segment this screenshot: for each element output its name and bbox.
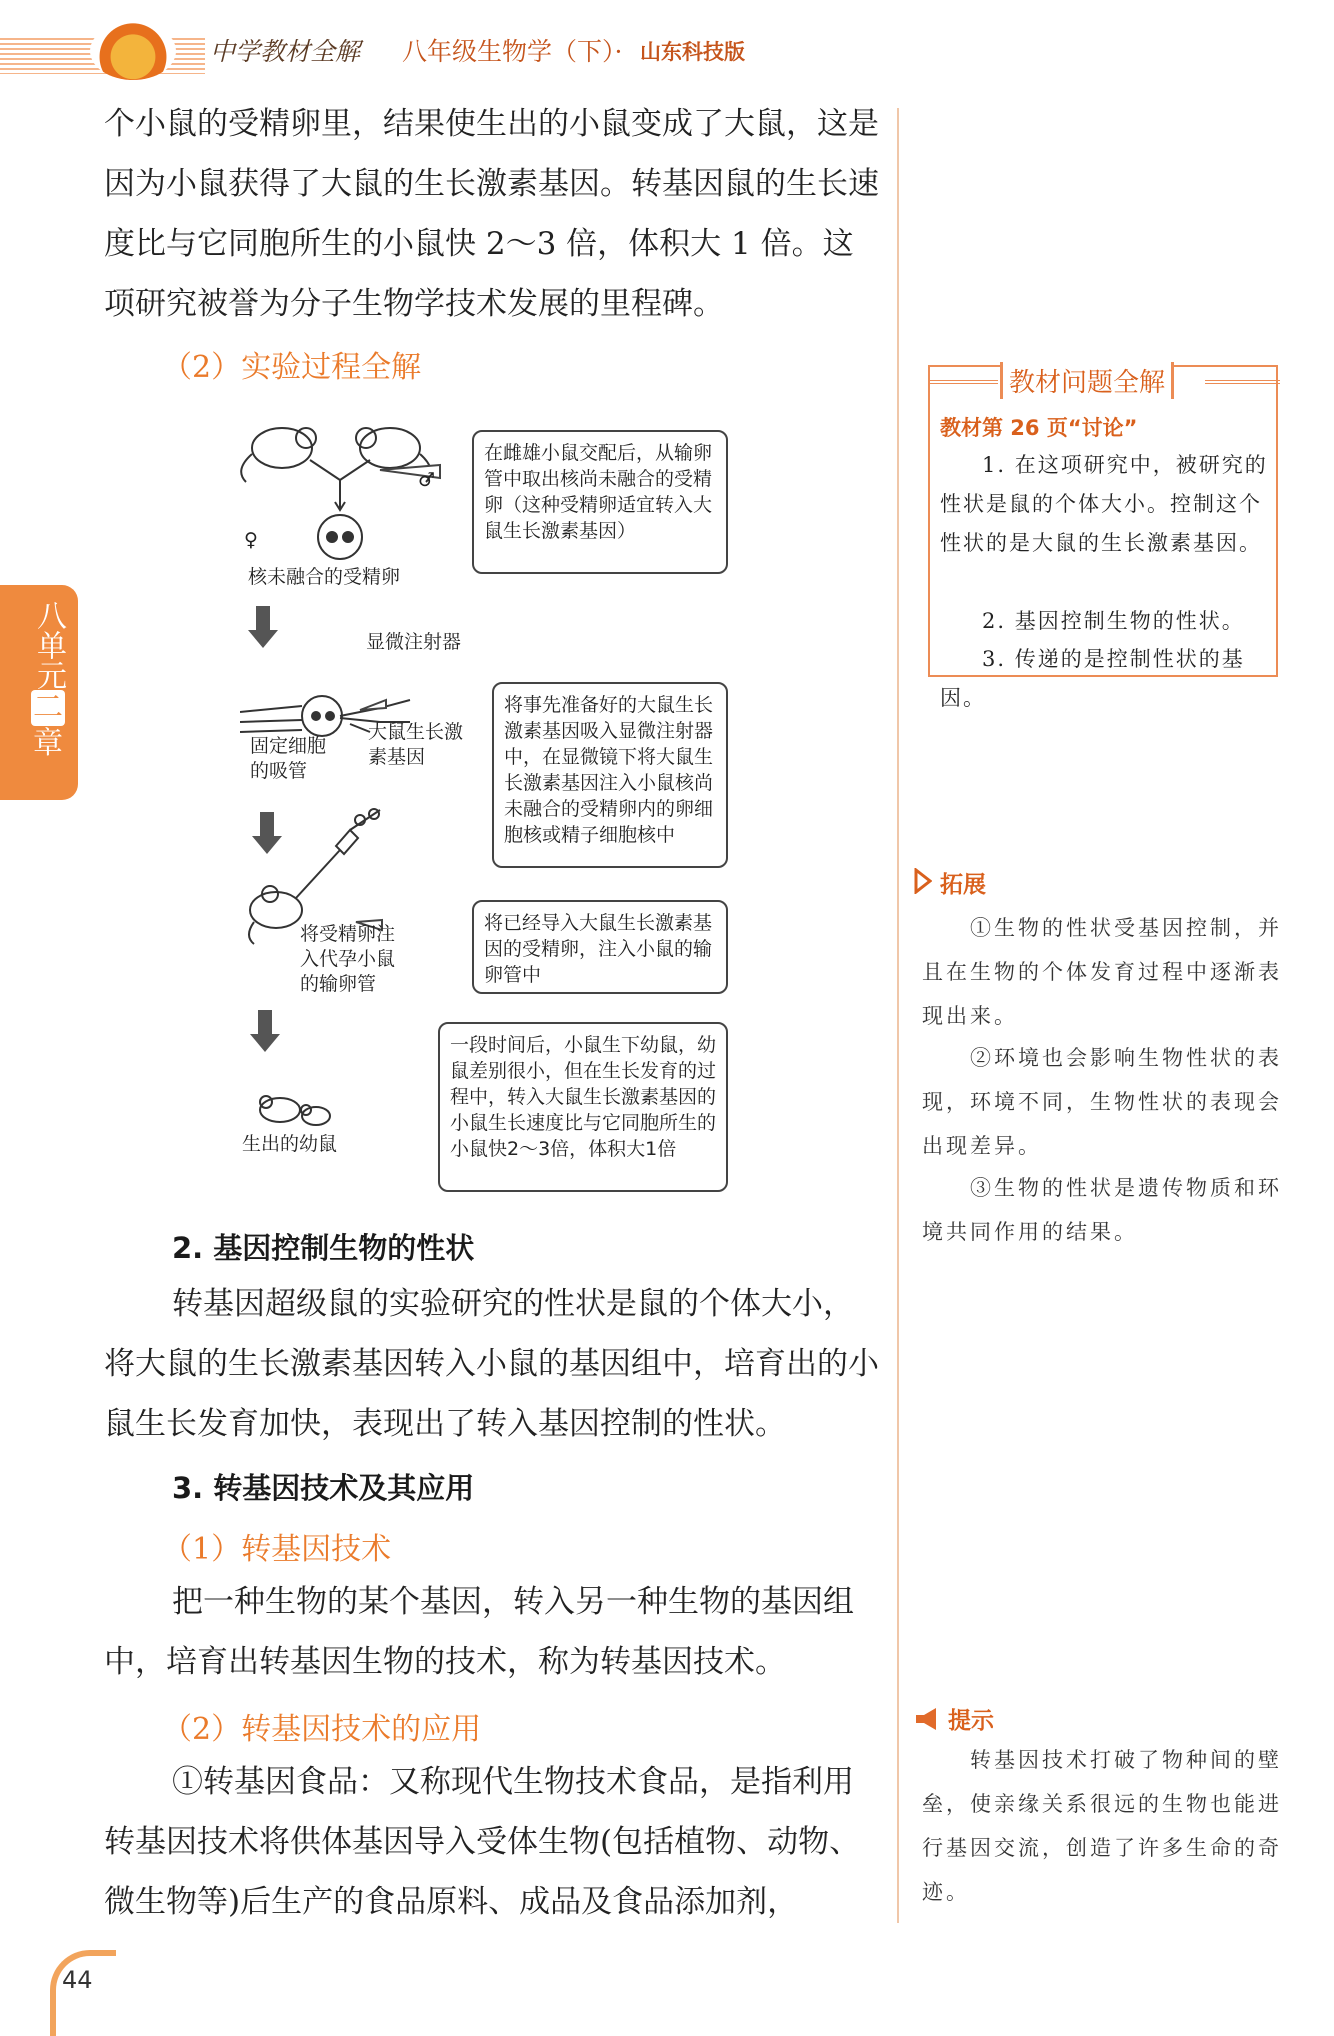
tip-text: 转基因技术打破了物种间的壁垒，使亲缘关系很远的生物也能进行基因交流，创造了许多生命的奇迹。 <box>922 1748 1282 1904</box>
step3-callout: 将已经导入大鼠生长激素基因的受精卵，注入小鼠的输卵管中 <box>472 900 728 994</box>
step4-callout: 一段时间后，小鼠生下幼鼠，幼鼠差别很小，但在生长发育的过程中，转入大鼠生长激素基因的小鼠生长速度比与它同胞所生的小鼠快2～3倍，体积大1倍 <box>438 1022 728 1192</box>
fertilized-egg-icon <box>318 515 362 559</box>
book-title: 中学教材全解 <box>210 37 361 66</box>
inject-label: 将受精卵注入代孕小鼠的输卵管 <box>300 923 396 995</box>
heading-2: 2. 基因控制生物的性状 <box>172 1231 475 1265</box>
book-publisher: 山东科技版 <box>640 39 745 64</box>
microinjector-label: 显微注射器 <box>366 631 462 653</box>
callout-pointers <box>356 465 440 930</box>
qa-subtitle: 教材第 26 页“讨论” <box>940 416 1138 440</box>
paragraph-4: ①转基因食品：又称现代生物技术食品，是指利用转基因技术将供体基因导入受体生物(包括植物、动物、微生物等)后生产的食品原料、成品及食品添加剂， <box>104 1764 861 1920</box>
heading-3-2: （2）转基因技术的应用 <box>162 1712 482 1747</box>
down-arrow-icons <box>248 606 282 1052</box>
gh-gene-label: 大鼠生长激素基因 <box>368 721 464 768</box>
unit-label: 八单元 <box>31 600 66 690</box>
offspring-mice-icon <box>260 1096 330 1125</box>
step2-callout: 将事先准备好的大鼠生长激素基因吸入显微注射器中，在显微镜下将大鼠生长激素基因注入小鼠核尚未融合的受精卵内的卵细胞核或精子细胞核中 <box>492 682 728 868</box>
qa-answer-1: 1. 在这项研究中，被研究的性状是鼠的个体大小。控制这个性状的是大鼠的生长激素基因。 <box>940 453 1268 555</box>
female-symbol: ♀ <box>244 529 258 551</box>
offspring-label: 生出的幼鼠 <box>242 1133 338 1155</box>
tip-title: 提示 <box>948 1708 994 1734</box>
experiment-figure <box>240 410 740 1200</box>
chapter-number: 二 <box>33 690 63 725</box>
heading-process: （2）实验过程全解 <box>162 350 422 385</box>
chapter-tab-label <box>28 600 68 762</box>
play-icon <box>914 868 932 894</box>
chapter-label: 章 <box>33 726 63 761</box>
male-symbol: ♂ <box>418 469 436 491</box>
qa-answer-3: 3. 传递的是控制性状的基因。 <box>940 647 1245 710</box>
heading-3: 3. 转基因技术及其应用 <box>172 1471 475 1505</box>
extension-3: ③生物的性状是遗传物质和环境共同作用的结果。 <box>922 1176 1282 1244</box>
extension-title: 拓展 <box>940 872 986 898</box>
heading-3-1: （1）转基因技术 <box>162 1532 392 1567</box>
extension-1: ①生物的性状受基因控制，并且在生物的个体发育过程中逐渐表现出来。 <box>922 916 1282 1028</box>
paragraph-3: 把一种生物的某个基因，转入另一种生物的基因组中，培育出转基因生物的技术，称为转基因技术。 <box>104 1584 854 1680</box>
fertilized-egg-label: 核未融合的受精卵 <box>248 566 401 588</box>
extension-2: ②环境也会影响生物性状的表现，环境不同，生物性状的表现会出现差异。 <box>922 1046 1282 1158</box>
book-subject: 八年级生物学（下）· <box>402 37 623 66</box>
column-divider <box>897 108 899 1923</box>
megaphone-icon <box>914 1706 942 1732</box>
qa-answer-2: 2. 基因控制生物的性状。 <box>982 609 1245 633</box>
qa-title: 教材问题全解 <box>1000 362 1174 399</box>
book-logo-icon <box>90 22 176 80</box>
page-number: 44 <box>62 1966 93 1994</box>
step1-callout: 在雌雄小鼠交配后，从输卵管中取出核尚未融合的受精卵（这种受精卵适宜转入大鼠生长激素基因） <box>472 430 728 574</box>
paragraph-intro: 个小鼠的受精卵里，结果使生出的小鼠变成了大鼠，这是因为小鼠获得了大鼠的生长激素基因。转基因鼠的生长速度比与它同胞所生的小鼠快 2～3 倍，体积大 1 倍。这项研究被誉为分子生物学技术发展的里程碑。 <box>104 106 879 322</box>
paragraph-2: 转基因超级鼠的实验研究的性状是鼠的个体大小，将大鼠的生长激素基因转入小鼠的基因组中，培育出的小鼠生长发育加快，表现出了转入基因控制的性状。 <box>104 1286 879 1442</box>
holding-pipette-label: 固定细胞的吸管 <box>250 735 327 782</box>
